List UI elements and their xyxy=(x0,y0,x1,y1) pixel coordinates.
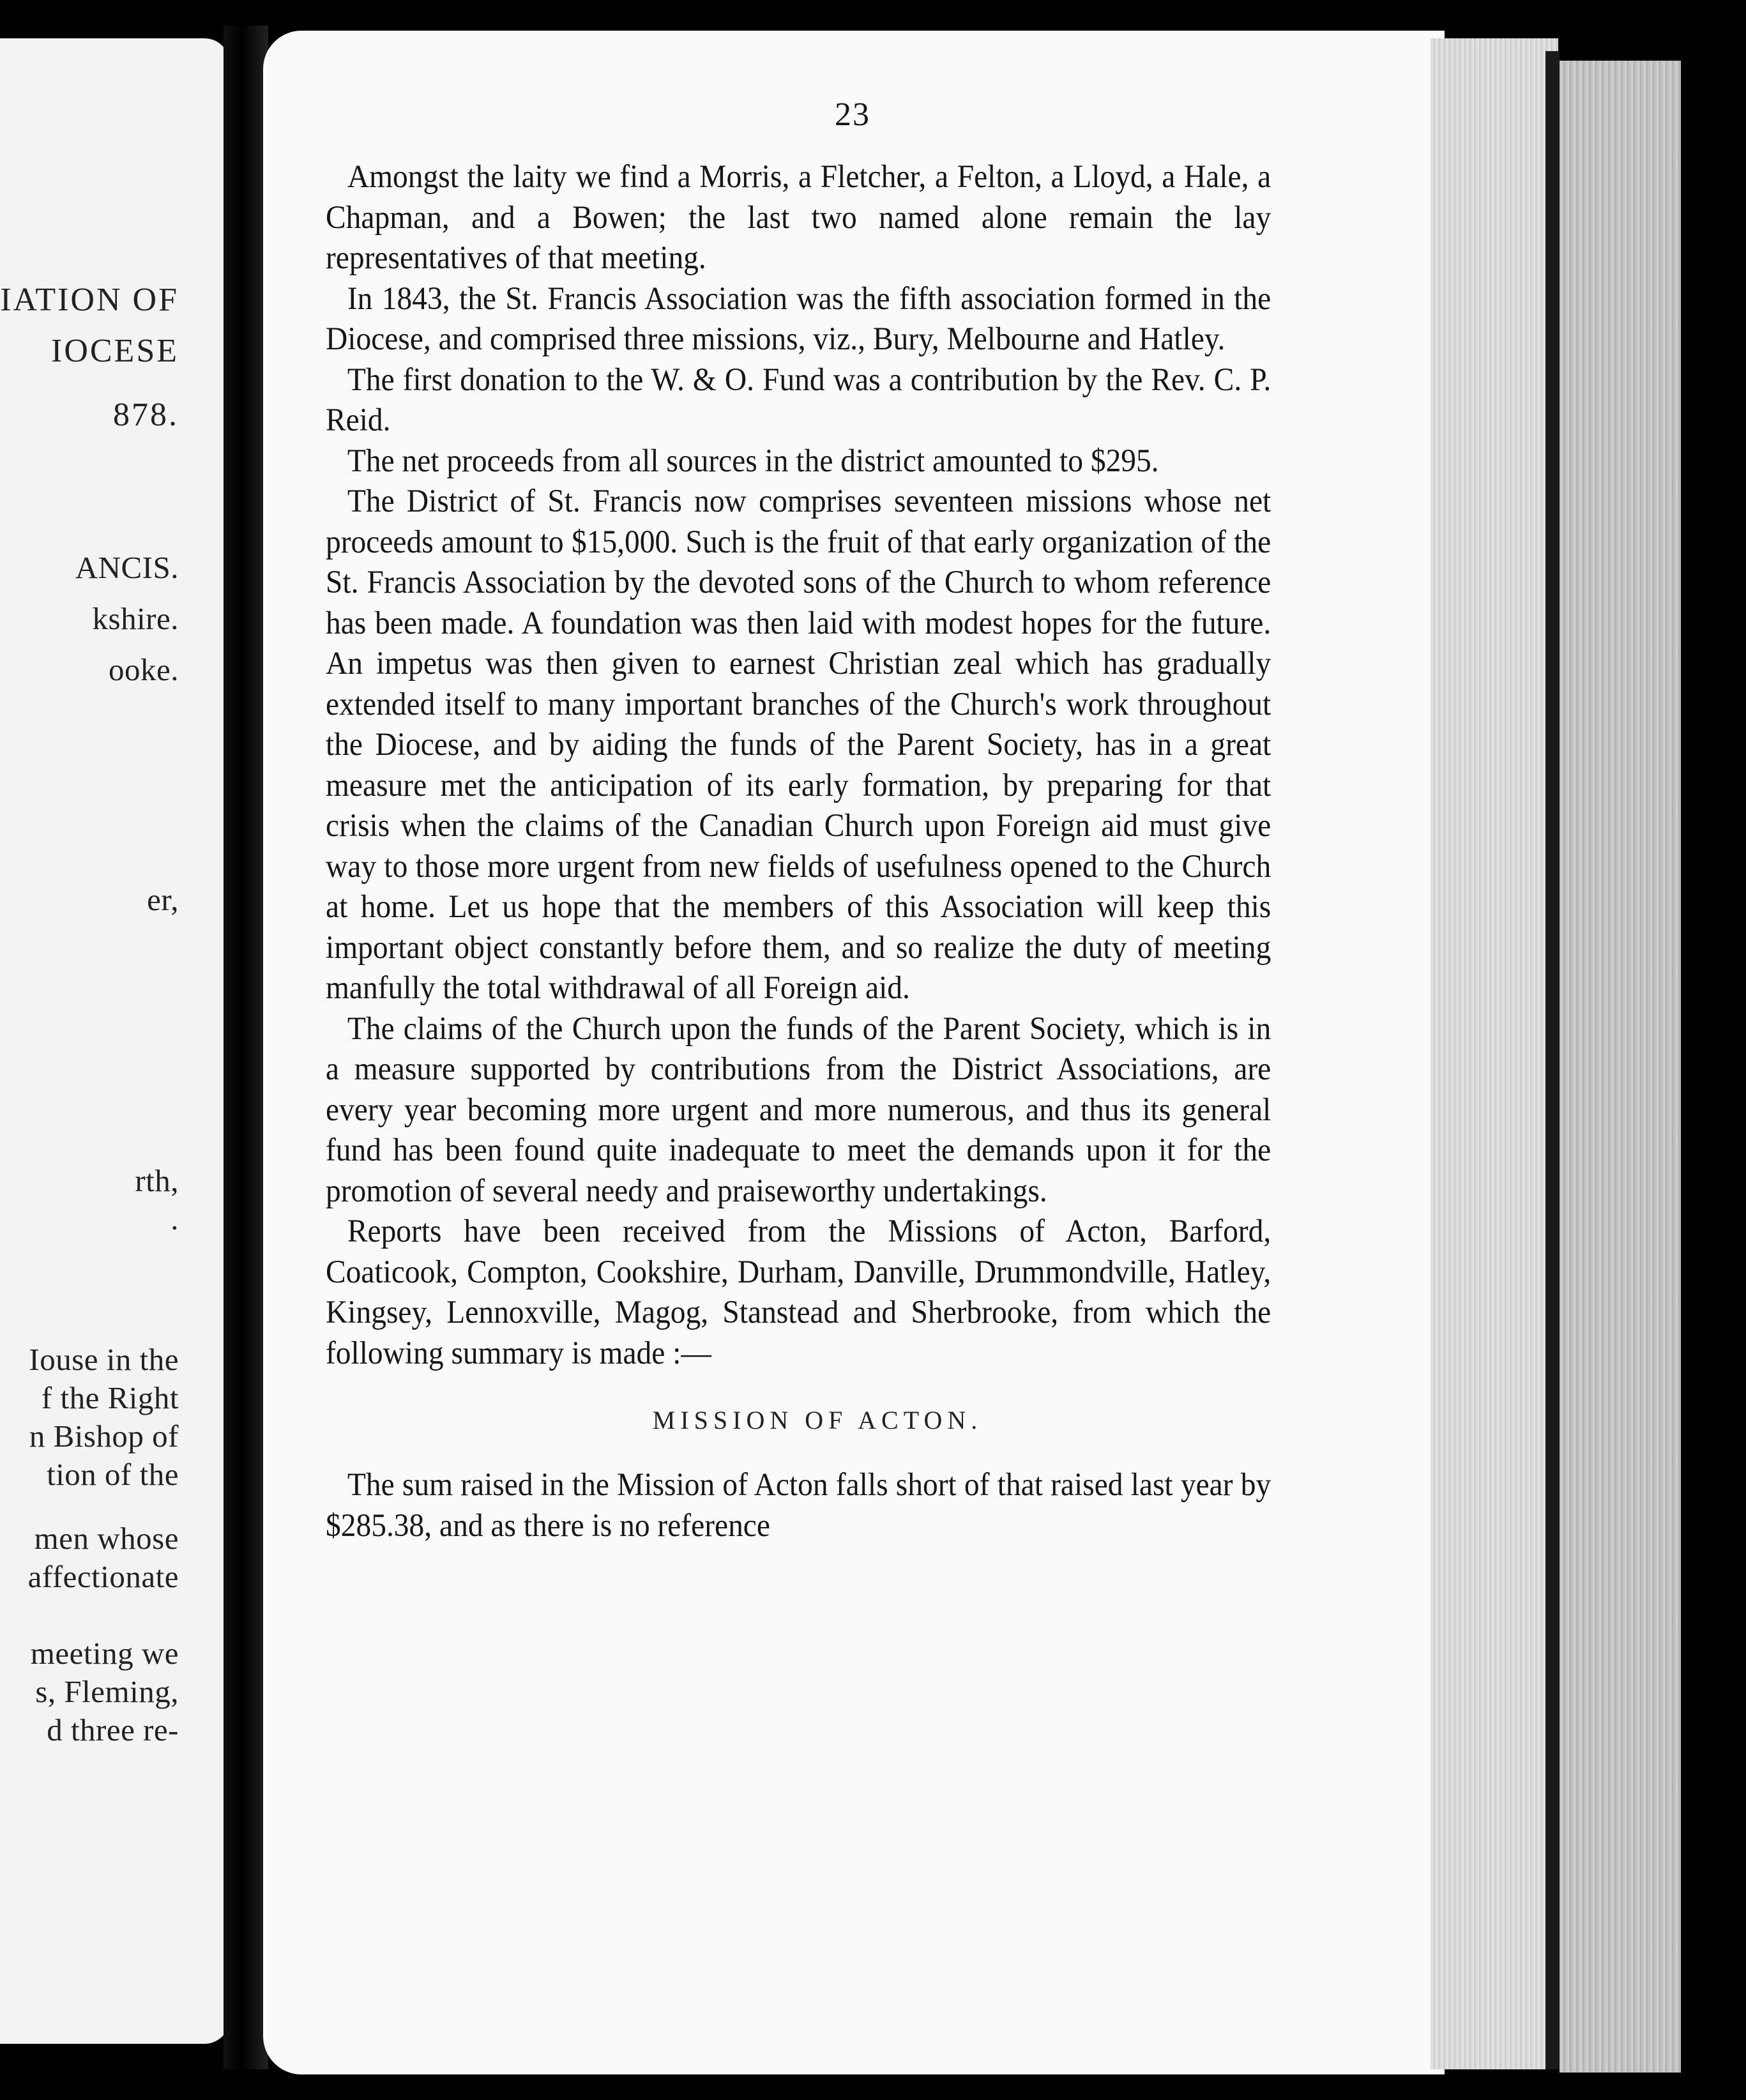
page-edge-shadow xyxy=(1545,51,1560,2069)
back-page-edge xyxy=(1560,61,1681,2073)
left-page xyxy=(0,38,230,2044)
left-page-line: ooke. xyxy=(109,652,179,687)
left-page-line: meeting we xyxy=(30,1636,179,1671)
page-text-block xyxy=(326,96,1271,1546)
page-number: 23 xyxy=(835,96,870,133)
body-paragraph: The net proceeds from all sources in the district amounted to $295. xyxy=(347,442,1159,478)
left-page-line: er, xyxy=(147,882,179,917)
body-paragraphs xyxy=(326,156,1271,1373)
left-page-line: 878. xyxy=(113,397,179,433)
left-page-line: s, Fleming, xyxy=(35,1674,179,1709)
left-page-line: IOCESE xyxy=(51,333,179,369)
body-paragraph: The claims of the Church upon the funds of the Parent Society, which is in a measure supported by contributions from the District Associations, are every year becoming more urgent and more numerous, and thus its general fund has been found quite inadequate to meet the demands upon it for the promotion of several needy and praiseworthy undertakings. xyxy=(326,1010,1272,1208)
left-page-line: f the Right xyxy=(41,1380,179,1415)
left-page-line: men whose xyxy=(34,1521,179,1556)
left-page-line: tion of the xyxy=(47,1457,179,1492)
page-gutter xyxy=(224,26,268,2069)
body-paragraph: Reports have been received from the Missions of Acton, Barford, Coaticook, Compton, Cookshire, Durham, Danville, Drummondville, Hatley, Kingsey, Lennoxville, Magog, Stanstead and Sherbrooke, from which the following summary is made :— xyxy=(326,1213,1272,1371)
body-paragraph: In 1843, the St. Francis Association was the fifth association formed in the Diocese, and comprised three missions, viz., Bury, Melbourne and Hatley. xyxy=(326,280,1272,356)
left-page-line: kshire. xyxy=(92,601,179,636)
left-page-line: Iouse in the xyxy=(29,1342,179,1377)
left-page-line: d three re- xyxy=(47,1712,179,1747)
left-page-line: affectionate xyxy=(27,1559,179,1594)
left-page-line: n Bishop of xyxy=(29,1419,179,1454)
final-paragraph: The sum raised in the Mission of Acton falls short of that raised last year by $285.38, and as there is no reference xyxy=(326,1466,1272,1543)
left-page-line: IATION OF xyxy=(0,282,179,318)
body-paragraph: Amongst the laity we find a Morris, a Fletcher, a Felton, a Lloyd, a Hale, a Chapman, and a Bowen; the last two named alone remain the lay representatives of that meeting. xyxy=(326,158,1272,275)
body-paragraph: The first donation to the W. & O. Fund was a contribution by the Rev. C. P. Reid. xyxy=(326,361,1272,438)
section-heading: MISSION OF ACTON. xyxy=(652,1406,983,1434)
body-paragraph: The District of St. Francis now comprises seventeen missions whose net proceeds amount to $15,000. Such is the fruit of that early organization of the St. Francis Association by the devoted sons of the Church to whom reference has been made. A foundation was then laid with modest hopes for the future. An impetus was then given to earnest Christian zeal which has gradually extended itself to many important branches of the Church's work throughout the Diocese, and by aiding the funds of the Parent Society, has in a great measure met the anticipation of its early formation, by preparing for that crisis when the claims of the Canadian Church upon Foreign aid must give way to those more urgent from new fields of usefulness opened to the Church at home. Let us hope that the members of this Association will keep this important object constantly before them, and so realize the duty of meeting manfully the total withdrawal of all Foreign aid. xyxy=(326,483,1272,1005)
page-fore-edge xyxy=(1431,38,1558,2069)
left-page-line: ANCIS. xyxy=(75,550,179,585)
left-page-line: rth, xyxy=(135,1163,179,1198)
left-page-line: . xyxy=(171,1201,179,1236)
